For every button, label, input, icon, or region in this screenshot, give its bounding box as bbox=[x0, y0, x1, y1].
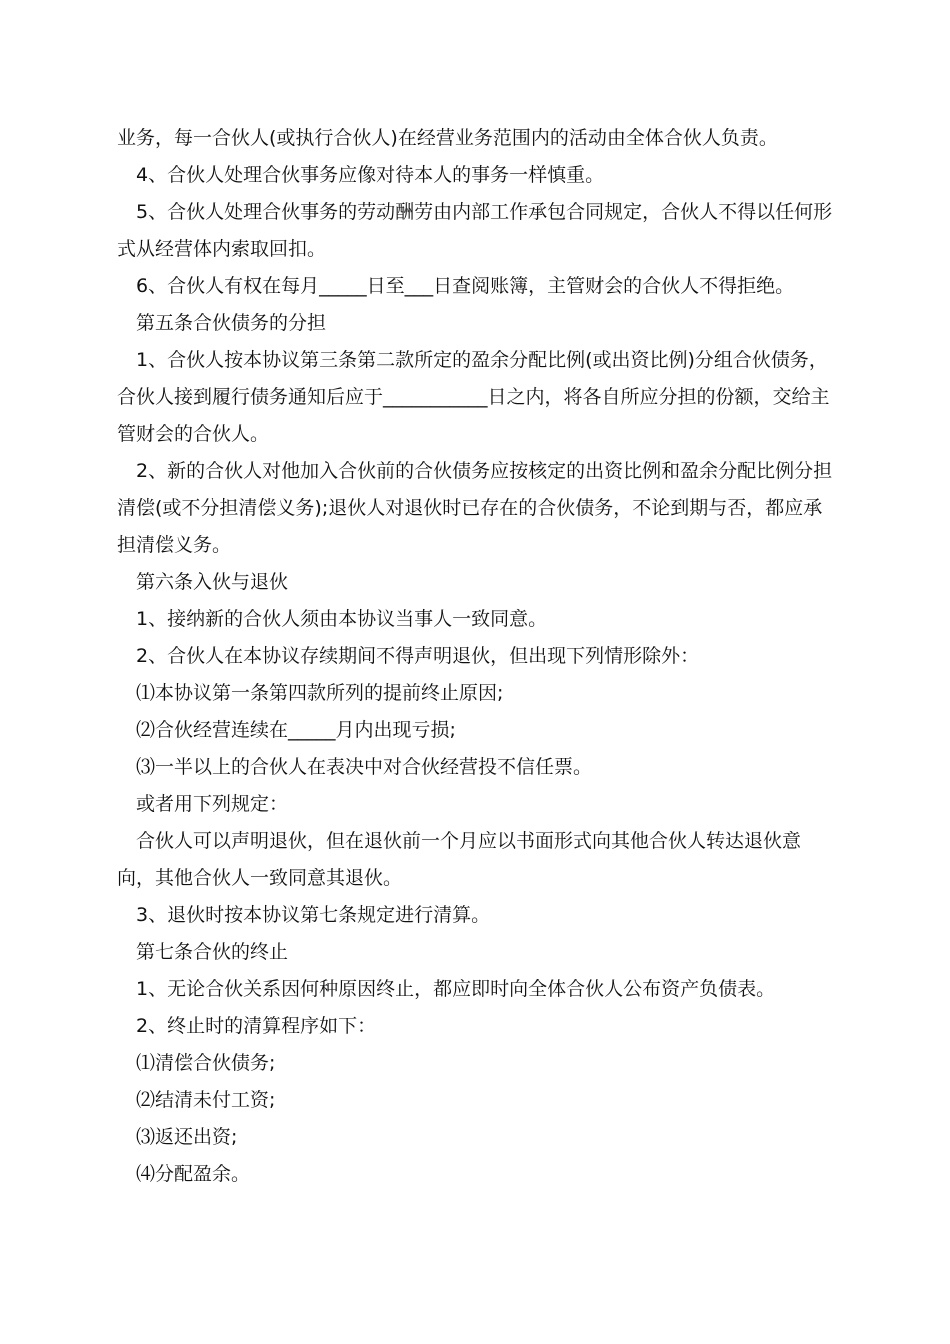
paragraph-continuation: 业务，每一合伙人(或执行合伙人)在经营业务范围内的活动由全体合伙人负责。 bbox=[117, 127, 778, 149]
article-6-clause-1: 1、接纳新的合伙人须由本协议当事人一致同意。 bbox=[136, 608, 548, 630]
article-5-heading: 第五条合伙债务的分担 bbox=[136, 312, 327, 334]
alternative-rule-intro: 或者用下列规定： bbox=[136, 793, 289, 815]
clause-5: 5、合伙人处理合伙事务的劳动酬劳由内部工作承包合同规定，合伙人不得以任何形式从经营体内索取回扣。 bbox=[117, 201, 833, 260]
article-6-item-2: ⑵合伙经营连续在_____月内出现亏损; bbox=[136, 719, 456, 741]
article-6-clause-3: 3、退伙时按本协议第七条规定进行清算。 bbox=[136, 904, 491, 926]
article-6-clause-2: 2、合伙人在本协议存续期间不得声明退伙，但出现下列情形除外： bbox=[136, 645, 700, 667]
article-5-clause-1: 1、合伙人按本协议第三条第二款所定的盈余分配比例(或出资比例)分组合伙债务，合伙人接到履行债务通知后应于___________日之内，将各自所应分担的份额，交给主管财会的合伙人。 bbox=[117, 349, 830, 445]
document-body bbox=[117, 120, 837, 1193]
article-7-clause-2: 2、终止时的清算程序如下： bbox=[136, 1015, 377, 1037]
article-7-item-4: ⑷分配盈余。 bbox=[136, 1163, 251, 1185]
article-7-heading: 第七条合伙的终止 bbox=[136, 941, 289, 963]
article-7-item-1: ⑴清偿合伙债务; bbox=[136, 1052, 276, 1074]
article-6-item-3: ⑶一半以上的合伙人在表决中对合伙经营投不信任票。 bbox=[136, 756, 593, 778]
article-7-item-2: ⑵结清未付工资; bbox=[136, 1089, 276, 1111]
alternative-rule-text: 合伙人可以声明退伙，但在退伙前一个月应以书面形式向其他合伙人转达退伙意向，其他合伙人一致同意其退伙。 bbox=[117, 830, 802, 889]
article-6-heading: 第六条入伙与退伙 bbox=[136, 571, 289, 593]
article-6-item-1: ⑴本协议第一条第四款所列的提前终止原因; bbox=[136, 682, 504, 704]
clause-4: 4、合伙人处理合伙事务应像对待本人的事务一样慎重。 bbox=[136, 164, 605, 186]
article-7-clause-1: 1、无论合伙关系因何种原因终止，都应即时向全体合伙人公布资产负债表。 bbox=[136, 978, 776, 1000]
article-5-clause-2: 2、新的合伙人对他加入合伙前的合伙债务应按核定的出资比例和盈余分配比例分担清偿(或不分担清偿义务);退伙人对退伙时已存在的合伙债务，不论到期与否，都应承担清偿义务。 bbox=[117, 460, 833, 556]
clause-6: 6、合伙人有权在每月_____日至___日查阅账簿，主管财会的合伙人不得拒绝。 bbox=[136, 275, 795, 297]
article-7-item-3: ⑶返还出资; bbox=[136, 1126, 238, 1148]
